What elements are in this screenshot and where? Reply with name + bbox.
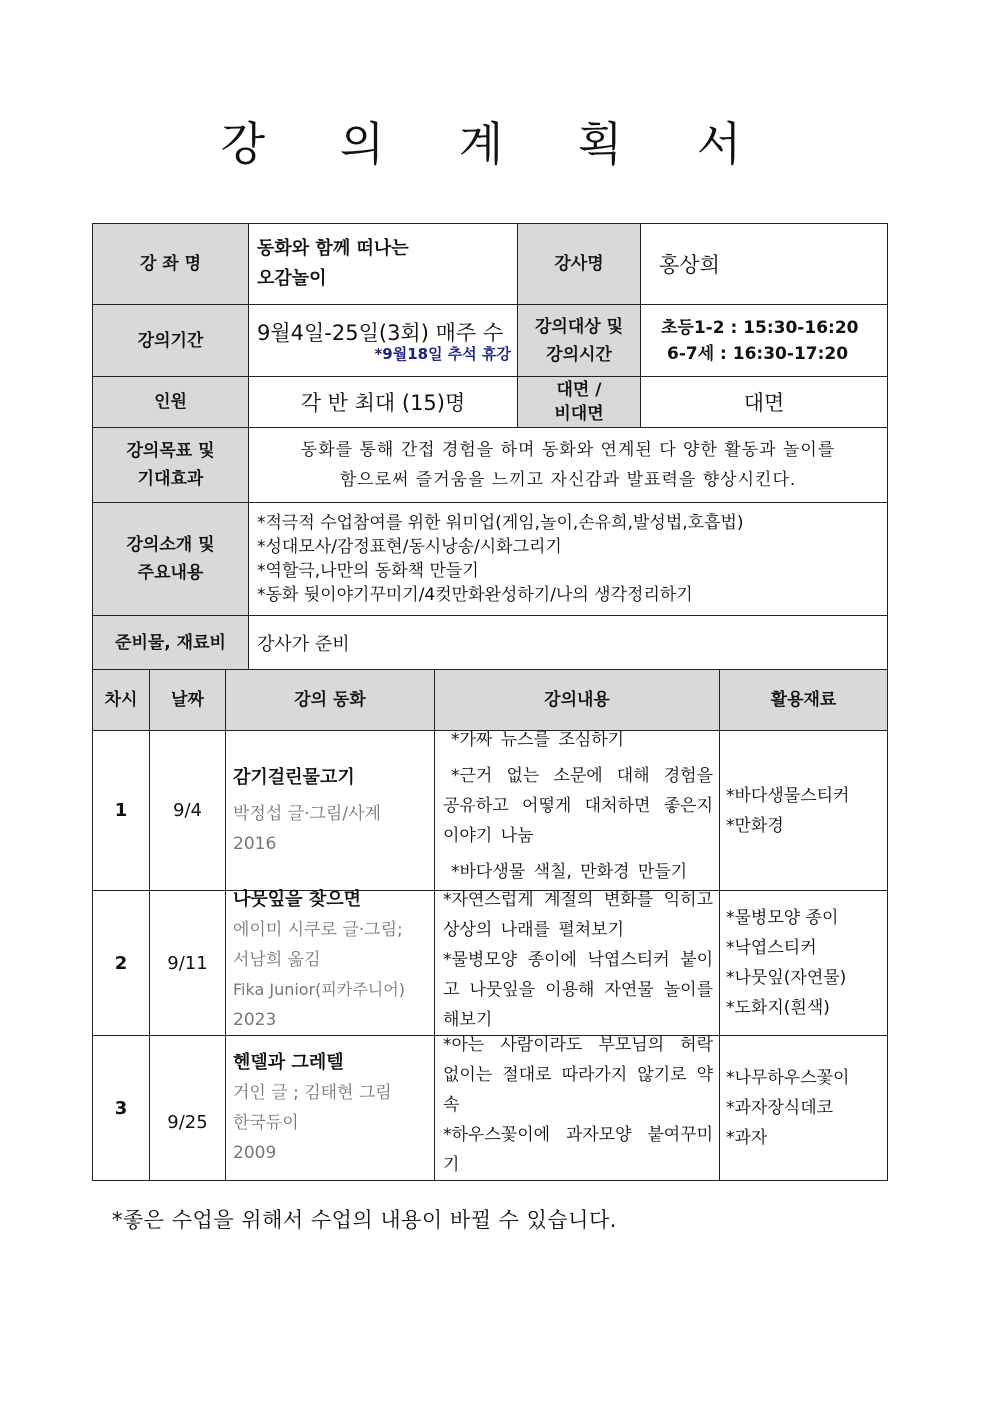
target-label: 강의대상 및 강의시간 bbox=[518, 305, 641, 377]
materials-cell: *바다생물스티커 *만화경 bbox=[720, 731, 888, 891]
course-info-table bbox=[92, 223, 888, 670]
prep-value: 강사가 준비 bbox=[249, 616, 888, 670]
period-cell bbox=[249, 305, 518, 377]
instructor-label: 강사명 bbox=[518, 224, 641, 305]
book-title: 헨델과 그레텔 bbox=[233, 1052, 344, 1073]
book-title: 나뭇잎을 찾으면 bbox=[233, 889, 361, 910]
lesson-content: *가짜 뉴스를 조심하기 *근거 없는 소문에 대해 경험을 공유하고 어떻게 대처하면 좋은지 이야기 나눔 *바다생물 색칠, 만화경 만들기 bbox=[435, 731, 720, 891]
book-title: 감기걸린물고기 bbox=[233, 766, 355, 788]
goal-text: 동화를 통해 간접 경험을 하며 동화와 연계된 다 양한 활동과 놀이를 함으로써 즐거움을 느끼고 자신감과 발표력을 향상시킨다. bbox=[249, 428, 888, 503]
target-times: 초등1-2 : 15:30-16:20 6-7세 : 16:30-17:20 bbox=[641, 305, 888, 377]
table-row bbox=[93, 731, 888, 891]
session-date: 9/25 bbox=[150, 1036, 226, 1181]
session-no: 2 bbox=[93, 891, 150, 1036]
lesson-content: *자연스럽게 계절의 변화를 익히고 상상의 나래를 펼쳐보기 *물병모양 종이에 낙엽스티커 붙이고 나뭇잎을 이용해 자연물 놀이를 해보기 bbox=[435, 891, 720, 1036]
schedule-table bbox=[92, 669, 888, 1181]
header-content: 강의내용 bbox=[435, 670, 720, 731]
mode-label: 대면 / 비대면 bbox=[518, 377, 641, 428]
book-cell: 감기걸린물고기 박정섭 글·그림/사계 2016 bbox=[226, 731, 435, 891]
materials-cell: *나무하우스꽃이 *과자장식데코 *과자 bbox=[720, 1036, 888, 1181]
materials-cell: *물병모양 종이 *낙엽스티커 *나뭇잎(자연물) *도화지(흰색) bbox=[720, 891, 888, 1036]
header-materials: 활용재료 bbox=[720, 670, 888, 731]
session-no: 1 bbox=[93, 731, 150, 891]
table-row bbox=[93, 1036, 888, 1181]
course-label: 강 좌 명 bbox=[93, 224, 249, 305]
header-date: 날짜 bbox=[150, 670, 226, 731]
session-no: 3 bbox=[93, 1036, 150, 1181]
intro-content: *적극적 수업참여를 위한 워미업(게임,놀이,손유희,발성법,호흡법) *성대모사/감정표현/동시낭송/시화그리기 *역할극,나만의 동화책 만들기 *동화 뒷이야기꾸미기/4컷만화완성하기/나의 생각정리하기 bbox=[249, 503, 888, 616]
people-label: 인원 bbox=[93, 377, 249, 428]
goal-label: 강의목표 및 기대효과 bbox=[93, 428, 249, 503]
header-session: 차시 bbox=[93, 670, 150, 731]
session-date: 9/11 bbox=[150, 891, 226, 1036]
mode-value: 대면 bbox=[641, 377, 888, 428]
lesson-content: *아는 사람이라도 부모님의 허락 없이는 절대로 따라가지 않기로 약속 *하우스꽃이에 과자모양 붙여꾸미기 bbox=[435, 1036, 720, 1181]
header-book: 강의 동화 bbox=[226, 670, 435, 731]
prep-label: 준비물, 재료비 bbox=[93, 616, 249, 670]
period-label: 강의기간 bbox=[93, 305, 249, 377]
book-cell: 헨델과 그레텔 거인 글 ; 김태현 그림 한국듀이 2009 bbox=[226, 1036, 435, 1181]
instructor-name: 홍상희 bbox=[641, 224, 888, 305]
document-title: 강 의 계 획 서 bbox=[220, 117, 772, 171]
people-value: 각 반 최대 (15)명 bbox=[249, 377, 518, 428]
course-name: 동화와 함께 떠나는 오감놀이 bbox=[249, 224, 518, 305]
book-cell: 나뭇잎을 찾으면 에이미 시쿠로 글·그림; 서남희 옮김 Fika Junior(피카주니어) 2023 bbox=[226, 891, 435, 1036]
period-note: *9월18일 추석 휴강 bbox=[374, 345, 511, 363]
period-value: 9월4일-25일(3회) 매주 수 bbox=[257, 321, 504, 345]
footer-note: *좋은 수업을 위해서 수업의 내용이 바뀔 수 있습니다. bbox=[112, 1208, 617, 1232]
table-row bbox=[93, 891, 888, 1036]
intro-label: 강의소개 및 주요내용 bbox=[93, 503, 249, 616]
session-date: 9/4 bbox=[150, 731, 226, 891]
